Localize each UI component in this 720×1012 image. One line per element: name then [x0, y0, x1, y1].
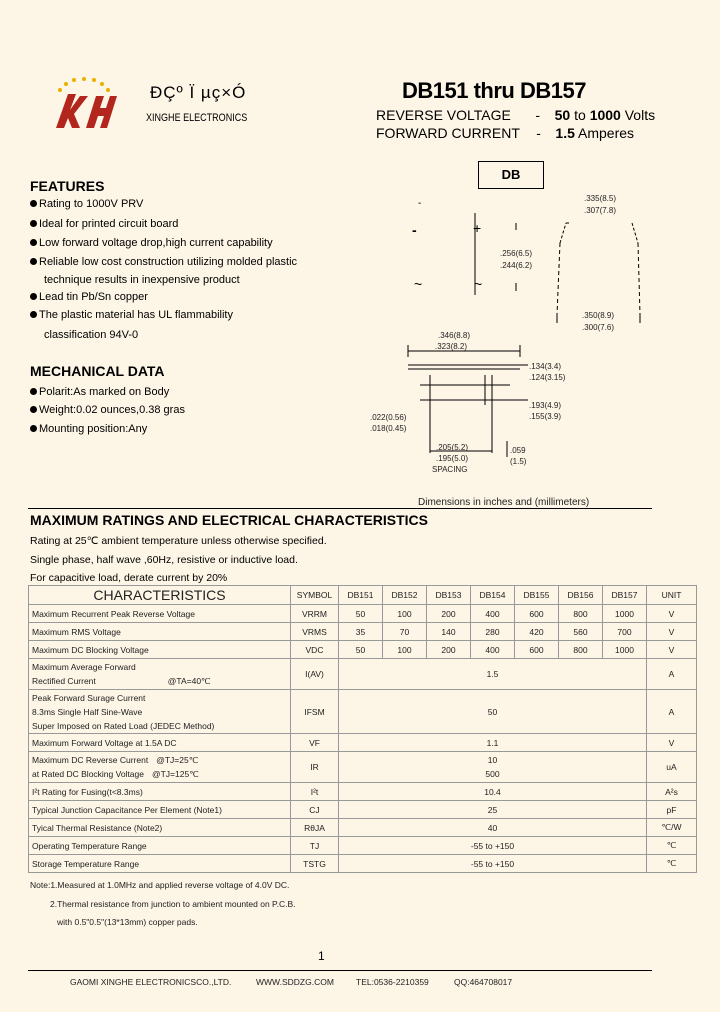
dim-label: .205(5.2)	[436, 443, 469, 452]
note-2: 2.Thermal resistance from junction to ambient mounted on P.C.B.	[50, 899, 296, 909]
table-header: DB151	[339, 586, 383, 605]
mechanical-title: MECHANICAL DATA	[30, 363, 165, 379]
table-row: Maximum Forward Voltage at 1.5A DC VF 1.1 V	[29, 734, 697, 752]
minus-terminal-label: -	[412, 222, 417, 238]
company-logo	[50, 76, 118, 131]
dim-label: .300(7.6)	[582, 323, 615, 332]
ac-terminal-label: ~	[474, 276, 483, 292]
bullet-icon	[30, 425, 37, 432]
table-row: Maximum Average Forward Rectified Current @TA=40℃ I(AV) 1.5 A	[29, 659, 697, 690]
footer-company: GAOMI XINGHE ELECTRONICSCO.,LTD.	[70, 977, 232, 987]
dim-label: .022(0.56)	[370, 413, 407, 422]
table-row: Maximum Recurrent Peak Reverse Voltage VRRM 50 100 200 400 600 800 1000 V	[29, 605, 697, 623]
page-number: 1	[318, 949, 325, 963]
feature-item-continued: technique results in inexpensive product	[44, 274, 240, 286]
table-header: DB156	[559, 586, 603, 605]
plus-terminal-label: +	[473, 220, 482, 236]
dim-label: .244(6.2)	[500, 261, 533, 270]
dim-label: .350(8.9)	[582, 311, 615, 320]
mechanical-item: Weight:0.02 ounces,0.38 gras	[30, 404, 185, 416]
table-header: CHARACTERISTICS	[29, 586, 291, 605]
footer-web: WWW.SDDZG.COM	[256, 977, 334, 987]
company-name-cn: ÐÇº Ï µç×Ó	[150, 83, 247, 102]
bullet-icon	[30, 388, 37, 395]
table-row: Typical Junction Capacitance Per Element (Note1) CJ 25 pF	[29, 801, 697, 819]
table-row: Maximum DC Blocking Voltage VDC 50 100 200 400 600 800 1000 V	[29, 641, 697, 659]
table-header-row	[29, 586, 697, 605]
feature-item: Low forward voltage drop,high current capability	[30, 237, 273, 249]
bullet-icon	[30, 200, 37, 207]
bullet-icon	[30, 239, 37, 246]
feature-item: Lead tin Pb/Sn copper	[30, 291, 148, 303]
ratings-intro: For capacitive load, derate current by 20%	[30, 572, 228, 584]
dim-label: SPACING	[432, 465, 468, 474]
note-3: with 0.5"0.5"(13*13mm) copper pads.	[57, 917, 198, 927]
reverse-voltage-spec: REVERSE VOLTAGE - 50 to 1000 Volts	[376, 107, 656, 123]
ratings-intro: Single phase, half wave ,60Hz, resistive or inductive load.	[30, 554, 298, 566]
table-row: Maximum RMS Voltage VRMS 35 70 140 280 420 560 700 V	[29, 623, 697, 641]
note-1: Note:1.Measured at 1.0MHz and applied reverse voltage of 4.0V DC.	[30, 880, 290, 890]
dim-label: (1.5)	[510, 457, 527, 466]
table-row: Maximum DC Reverse Current @TJ=25℃ at Rated DC Blocking Voltage @TJ=125℃ IR 10 500 uA	[29, 752, 697, 783]
section-divider	[28, 508, 652, 509]
ratings-intro: Rating at 25℃ ambient temperature unless otherwise specified.	[30, 535, 327, 547]
dim-label: .346(8.8)	[438, 331, 471, 340]
footer-divider	[28, 970, 652, 971]
bullet-icon	[30, 293, 37, 300]
ac-terminal-label: ~	[414, 276, 423, 292]
dim-label: .059	[510, 446, 526, 455]
dim-label: .155(3.9)	[529, 412, 562, 421]
company-name-en: XINGHE ELECTRONICS	[146, 112, 248, 124]
dim-label: .193(4.9)	[529, 401, 562, 410]
table-header: DB154	[471, 586, 515, 605]
footer-tel: TEL:0536-2210359	[356, 977, 429, 987]
dim-label: .124(3.15)	[529, 373, 566, 382]
mechanical-item: Mounting position:Any	[30, 423, 147, 435]
dim-label: .256(6.5)	[500, 249, 533, 258]
dim-label: .323(8.2)	[435, 342, 468, 351]
dim-label: .335(8.5)	[584, 194, 617, 203]
table-header: DB157	[603, 586, 647, 605]
feature-item: Rating to 1000V PRV	[30, 198, 143, 210]
feature-item: Reliable low cost construction utilizing molded plastic	[30, 256, 297, 268]
dim-label: .195(5.0)	[436, 454, 469, 463]
bullet-icon	[30, 406, 37, 413]
table-row: I²t Rating for Fusing(t<8.3ms) I²t 10.4 A²s	[29, 783, 697, 801]
bullet-icon	[30, 220, 37, 227]
forward-current-spec: FORWARD CURRENT - 1.5 Amperes	[376, 125, 635, 141]
package-drawing	[400, 195, 660, 485]
table-row: Operating Temperature Range TJ -55 to +150 ℃	[29, 837, 697, 855]
feature-item: The plastic material has UL flammability	[30, 309, 233, 321]
dim-label: .018(0.45)	[370, 424, 407, 433]
table-header: SYMBOL	[291, 586, 339, 605]
bullet-icon	[30, 311, 37, 318]
table-row: Peak Forward Surage Current 8.3ms Single Half Sine-Wave Super Imposed on Rated Load (JEDEC Method) IFSM 50 A	[29, 690, 697, 734]
feature-item-continued: classification 94V-0	[44, 329, 139, 341]
minus-terminal-label: -	[418, 198, 422, 209]
package-label: DB	[478, 161, 544, 189]
feature-item: Ideal for printed circuit board	[30, 218, 178, 230]
table-header: UNIT	[647, 586, 697, 605]
table-header: DB152	[383, 586, 427, 605]
ratings-title: MAXIMUM RATINGS AND ELECTRICAL CHARACTERISTICS	[30, 512, 428, 528]
bullet-icon	[30, 258, 37, 265]
dim-label: .134(3.4)	[529, 362, 562, 371]
footer-qq: QQ:464708017	[454, 977, 513, 987]
table-header: DB155	[515, 586, 559, 605]
part-title: DB151 thru DB157	[402, 78, 586, 103]
table-row: Storage Temperature Range TSTG -55 to +150 ℃	[29, 855, 697, 873]
table-row: Tyical Thermal Resistance (Note2) RθJA 40 ℃/W	[29, 819, 697, 837]
ratings-table	[28, 585, 697, 873]
features-title: FEATURES	[30, 178, 105, 194]
mechanical-item: Polarit:As marked on Body	[30, 386, 169, 398]
dimensions-caption: Dimensions in inches and (millimeters)	[418, 497, 590, 508]
table-header: DB153	[427, 586, 471, 605]
dim-label: .307(7.8)	[584, 206, 617, 215]
